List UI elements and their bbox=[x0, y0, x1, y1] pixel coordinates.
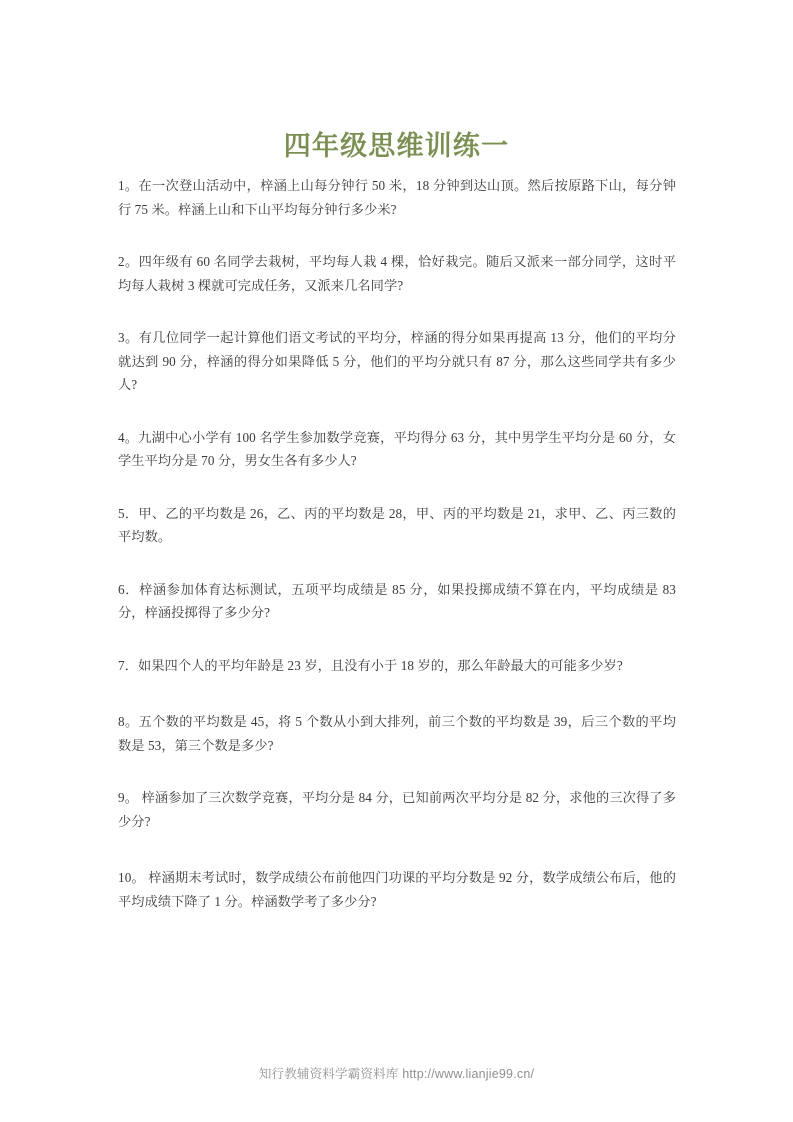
question-item-10: 10。 梓涵期末考试时，数学成绩公布前他四门功课的平均分数是 92 分，数学成绩公布后，他的平均成绩下降了 1 分。梓涵数学考了多少分? bbox=[118, 870, 676, 909]
question-item-6: 6．梓涵参加体育达标测试，五项平均成绩是 85 分，如果投掷成绩不算在内，平均成绩是 83 分，梓涵投掷得了多少分? bbox=[118, 581, 676, 620]
question-item-3: 3。有几位同学一起计算他们语文考试的平均分，梓涵的得分如果再提高 13 分，他们的平均分就达到 90 分，梓涵的得分如果降低 5 分，他们的平均分就只有 87 分，那么这些同学共有多少人? bbox=[118, 330, 676, 392]
question-item-5: 5．甲、乙的平均数是 26，乙、丙的平均数是 28，甲、丙的平均数是 21，求甲、乙、丙三数的平均数。 bbox=[118, 505, 676, 544]
question-item-9: 9。 梓涵参加了三次数学竞赛，平均分是 84 分，已知前两次平均分是 82 分，求他的三次得了多少分? bbox=[118, 790, 676, 829]
question-list bbox=[118, 174, 676, 913]
question-item-8: 8。五个数的平均数是 45，将 5 个数从小到大排列，前三个数的平均数是 39，后三个数的平均数是 53，第三个数是多少? bbox=[118, 714, 676, 753]
question-item-4: 4。九湖中心小学有 100 名学生参加数学竞赛，平均得分 63 分，其中男学生平均分是 60 分，女学生平均分是 70 分，男女生各有多少人? bbox=[118, 429, 676, 468]
question-item-7: 7．如果四个人的平均年龄是 23 岁，且没有小于 18 岁的，那么年龄最大的可能多少岁? bbox=[118, 657, 623, 673]
question-item-1: 1。在一次登山活动中，梓涵上山每分钟行 50 米，18 分钟到达山顶。然后按原路下山，每分钟行 75 米。梓涵上山和下山平均每分钟行多少米? bbox=[118, 178, 676, 217]
page-title: 四年级思维训练一 bbox=[283, 131, 510, 162]
question-item-2: 2。四年级有 60 名同学去栽树，平均每人栽 4 棵，恰好栽完。随后又派来一部分同学，这时平均每人栽树 3 棵就可完成任务，又派来几名同学? bbox=[118, 254, 676, 293]
footer-watermark: 知行教辅资料学霸资料库 http://www.lianjie99.cn/ bbox=[258, 1067, 535, 1081]
